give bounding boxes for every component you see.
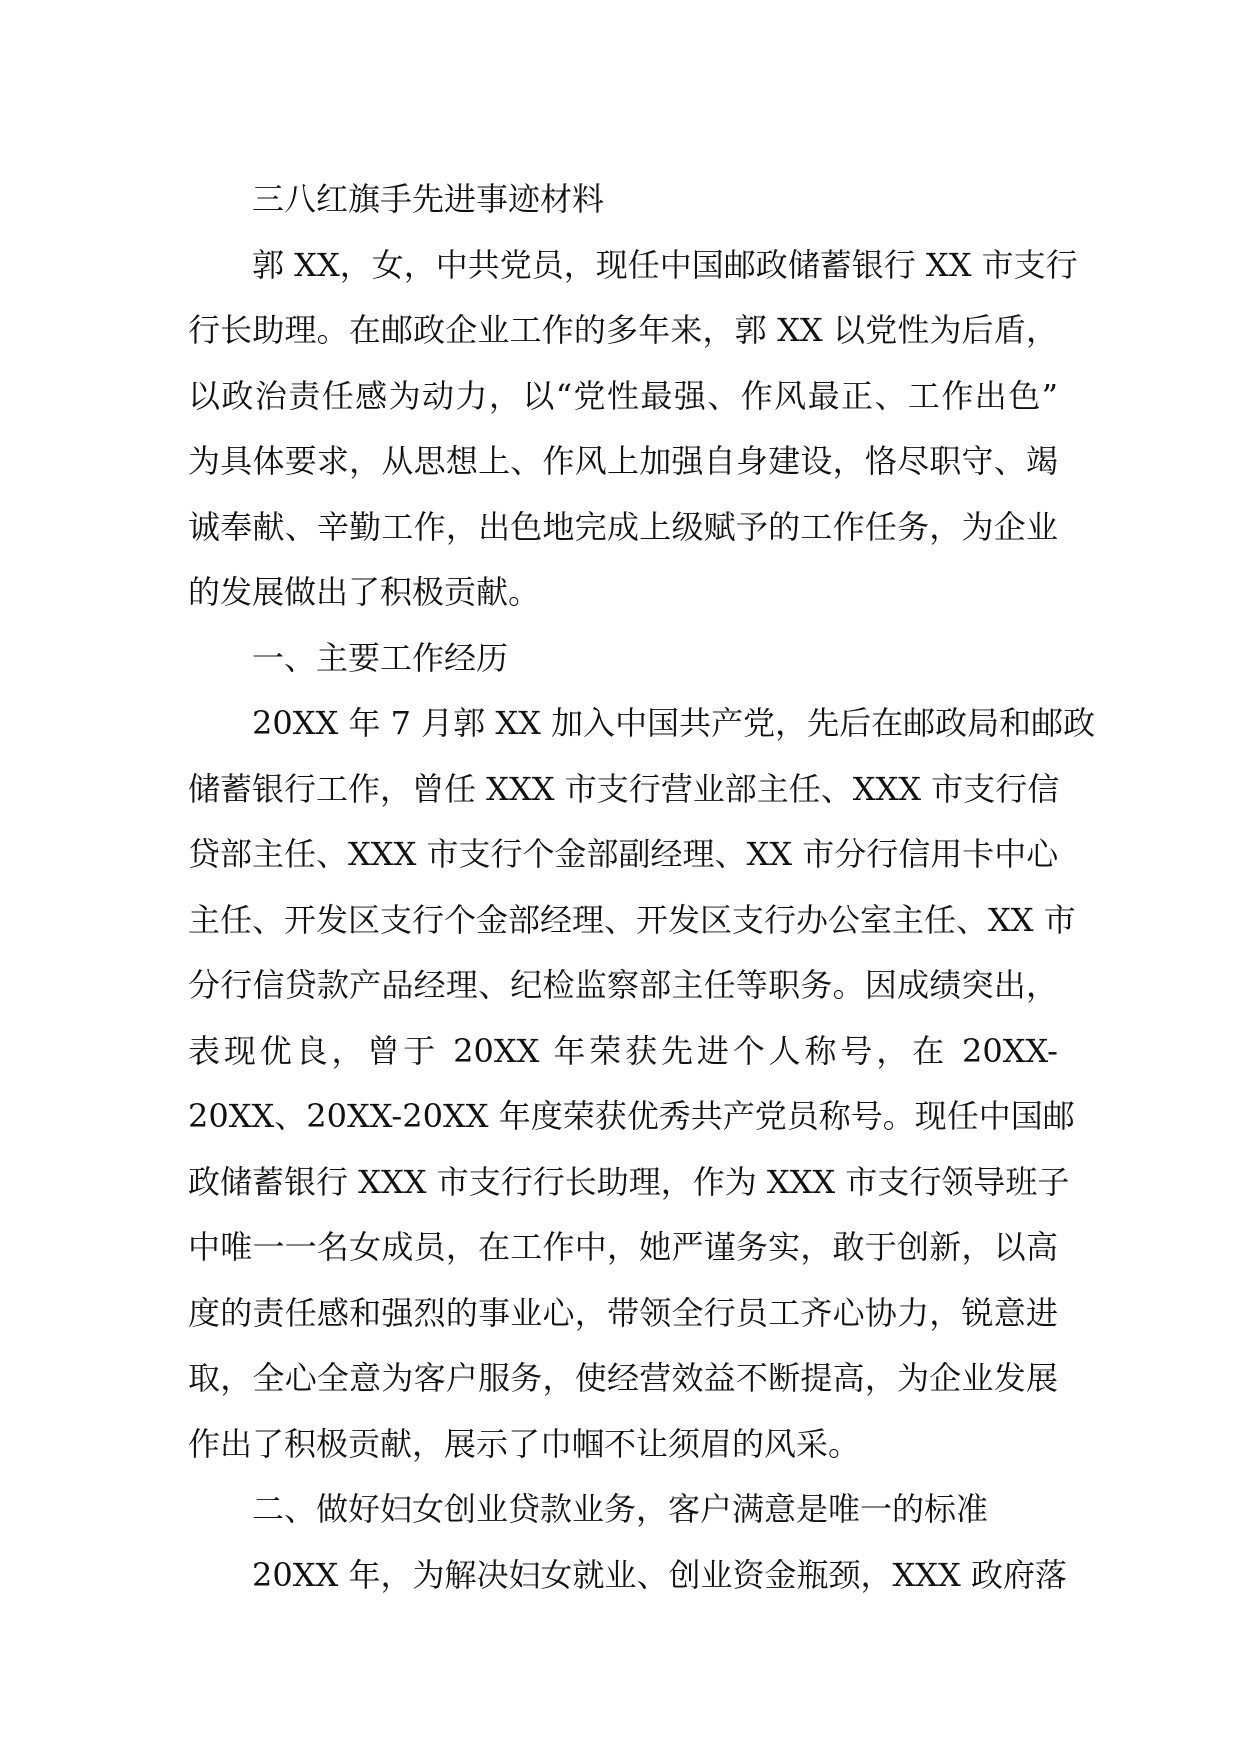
section-heading: 二、做好妇女创业贷款业务，客户满意是唯一的标准 [252,1490,989,1528]
paragraph-line: 贷部主任、XXX 市支行个金部副经理、XX 市分行信用卡中心 [188,835,1059,873]
paragraph-line: 20XX 年 7 月郭 XX 加入中国共产党，先后在邮政局和邮政 [252,704,1096,742]
paragraph-line: 诚奉献、辛勤工作，出色地完成上级赋予的工作任务，为企业 [188,507,1058,546]
paragraph-line: 20XX 年，为解决妇女就业、创业资金瓶颈，XXX 政府落 [252,1555,1067,1594]
paragraph-line: 作出了积极贡献，展示了巾帼不让须眉的风采。 [188,1424,861,1463]
paragraph-line: 分行信贷款产品经理、纪检监察部主任等职务。因成绩突出， [188,966,1058,1004]
document-title: 三八红旗手先进事迹材料 [252,180,605,218]
paragraph-line: 表现优良，曾于 20XX 年荣获先进个人称号，在 20XX- [188,1031,1058,1070]
paragraph-line: 取，全心全意为客户服务，使经营效益不断提高，为企业发展 [188,1359,1058,1397]
paragraph-line: 度的责任感和强烈的事业心，带领全行员工齐心协力，锐意进 [188,1293,1058,1332]
paragraph-line: 主任、开发区支行个金部经理、开发区支行办公室主任、XX 市 [188,900,1076,939]
paragraph-line: 中唯一一名女成员，在工作中，她严谨务实，敢于创新，以高 [188,1228,1058,1266]
paragraph-line: 的发展做出了积极贡献。 [188,573,541,611]
document-body [188,167,1096,1608]
paragraph-line: 储蓄银行工作，曾任 XXX 市支行营业部主任、XXX 市支行信 [188,769,1060,808]
paragraph-line: 20XX、20XX-20XX 年度荣获优秀共产党员称号。现任中国邮 [188,1097,1075,1135]
section-heading: 一、主要工作经历 [252,638,509,677]
paragraph-line: 行长助理。在邮政企业工作的多年来，郭 XX 以党性为后盾， [188,311,1058,349]
paragraph-line: 为具体要求，从思想上、作风上加强自身建设，恪尽职守、竭 [188,442,1058,480]
paragraph-line: 以政治责任感为动力，以“党性最强、作风最正、工作出色” [188,376,1058,415]
paragraph-line: 政储蓄银行 XXX 市支行行长助理，作为 XXX 市支行领导班子 [188,1162,1070,1201]
paragraph-line: 郭 XX，女，中共党员，现任中国邮政储蓄银行 XX 市支行 [252,245,1078,284]
